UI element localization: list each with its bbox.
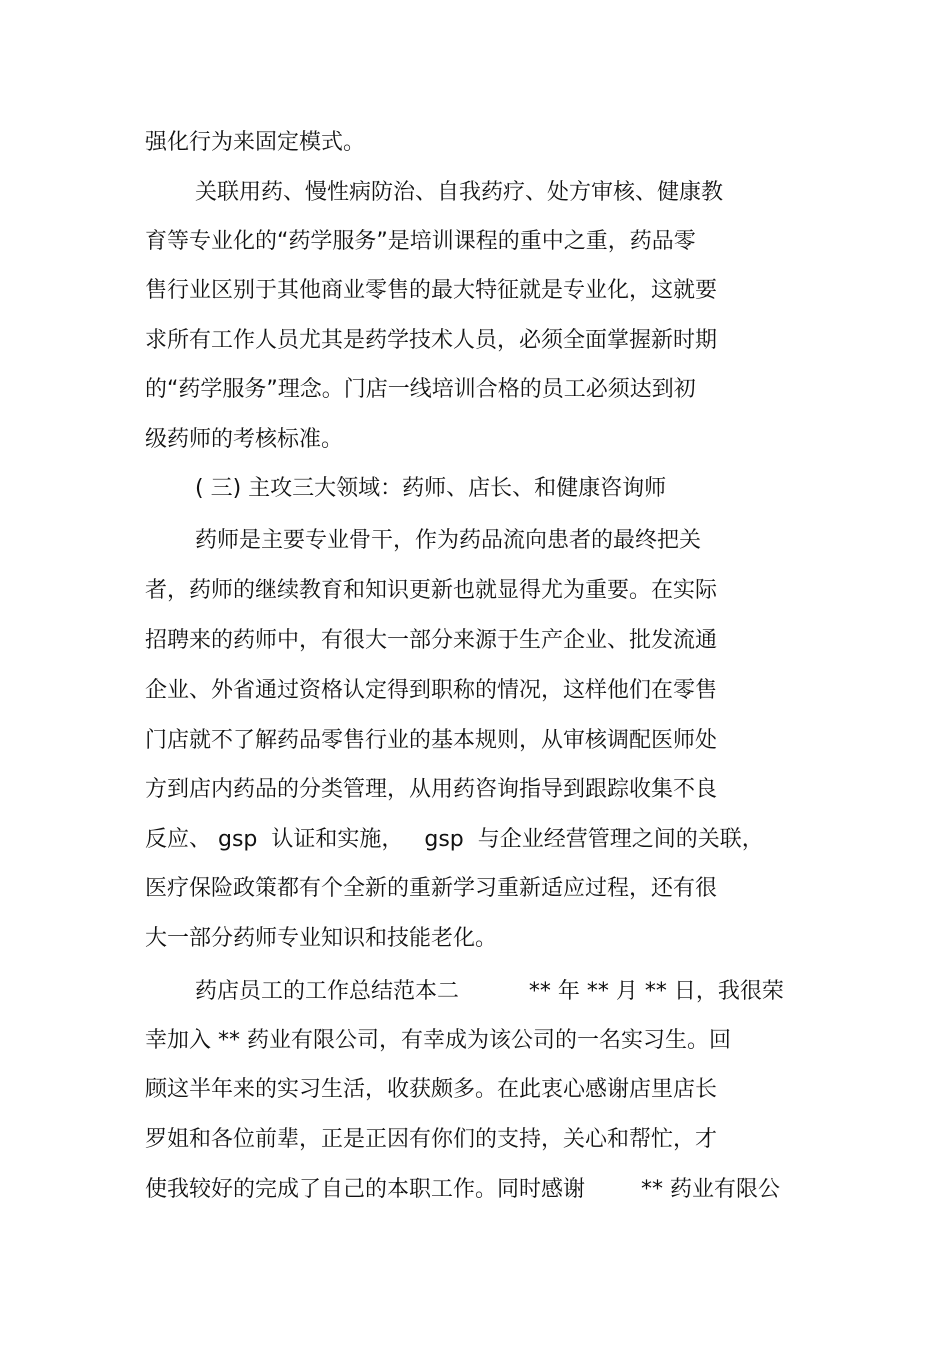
text-line: 求所有工作人员尤其是药学技术人员，必须全面掌握新时期 (145, 328, 718, 353)
text-line: 医疗保险政策都有个全新的重新学习重新适应过程，还有很 (145, 876, 718, 901)
text-line: 招聘来的药师中，有很大一部分来源于生产企业、批发流通 (145, 628, 718, 653)
paragraph-start-line: 药师是主要专业骨干，作为药品流向患者的最终把关 (195, 528, 702, 553)
text-line: 育等专业化的“药学服务”是培训课程的重中之重，药品零 (145, 229, 696, 254)
text-line: 方到店内药品的分类管理，从用药咨询指导到跟踪收集不良 (145, 777, 718, 802)
paragraph-start-line: 关联用药、慢性病防治、自我药疗、处方审核、健康教 (195, 180, 724, 205)
text-line: 幸加入 ** 药业有限公司，有幸成为该公司的一名实习生。回 (145, 1028, 731, 1053)
text-line: 门店就不了解药品零售行业的基本规则，从审核调配医师处 (145, 728, 718, 753)
text-line: 反应、 gsp 认证和实施， gsp 与企业经营管理之间的关联， (145, 827, 764, 852)
text-line: 者，药师的继续教育和知识更新也就显得尤为重要。在实际 (145, 578, 718, 603)
text-line: 罗姐和各位前辈，正是正因有你们的支持，关心和帮忙，才 (145, 1127, 718, 1152)
text-line: 级药师的考核标准。 (145, 427, 344, 452)
text-line: 大一部分药师专业知识和技能老化。 (145, 926, 498, 951)
text-line: 售行业区别于其他商业零售的最大特征就是专业化，这就要 (145, 278, 718, 303)
text-line: 使我较好的完成了自己的本职工作。同时感谢 ** 药业有限公 (145, 1177, 780, 1202)
paragraph-start-line: 药店员工的工作总结范本二 ** 年 ** 月 ** 日，我很荣 (195, 979, 784, 1004)
text-line: 企业、外省通过资格认定得到职称的情况，这样他们在零售 (145, 678, 718, 703)
text-line: 强化行为来固定模式。 (145, 130, 366, 155)
section-heading: ( 三) 主攻三大领域：药师、店长、和健康咨询师 (195, 476, 667, 501)
text-line: 的“药学服务”理念。门店一线培训合格的员工必须达到初 (145, 377, 696, 402)
text-line: 顾这半年来的实习生活，收获颇多。在此衷心感谢店里店长 (145, 1077, 718, 1102)
